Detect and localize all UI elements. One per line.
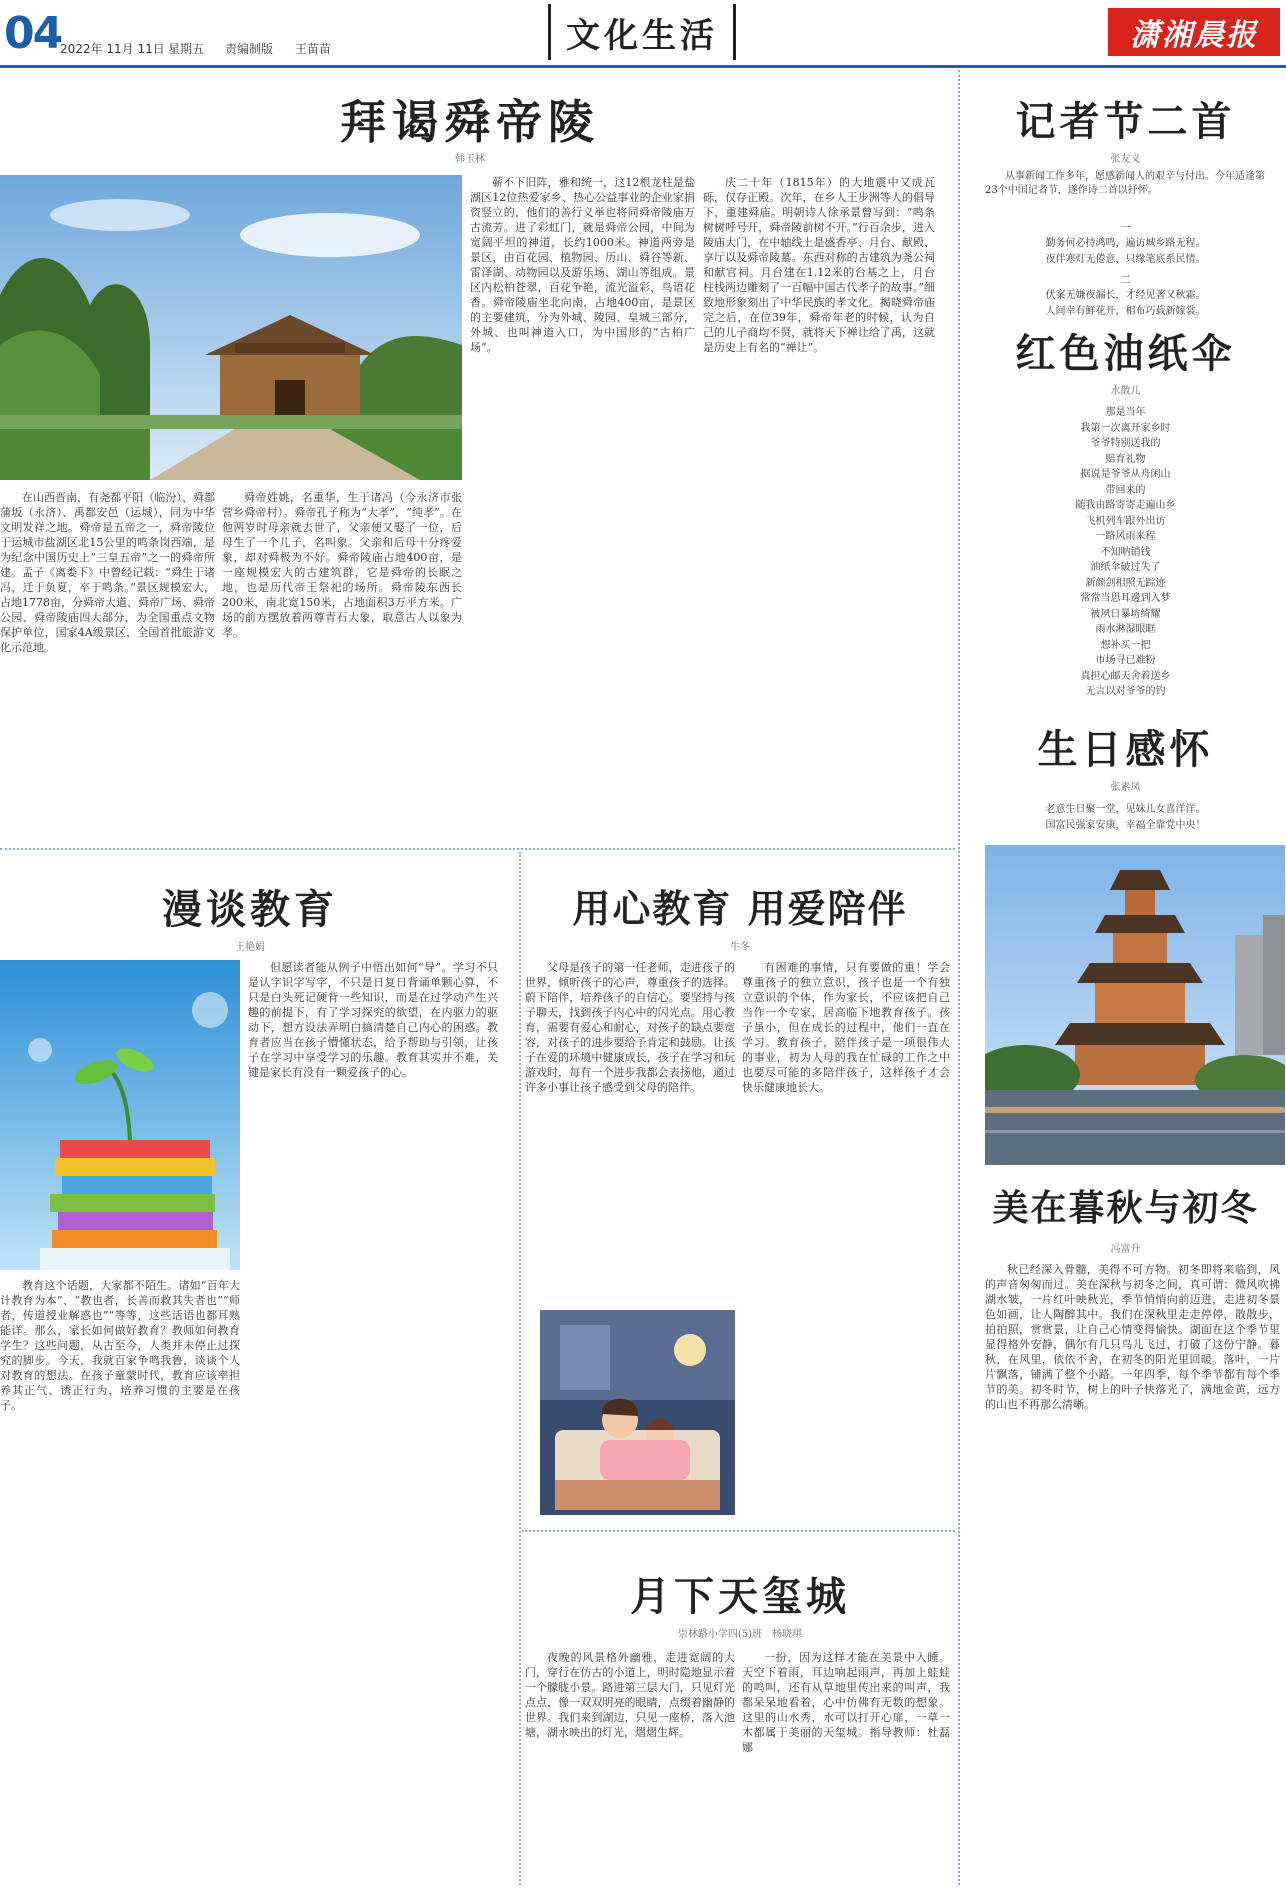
article-author-shun: 韩玉林 <box>455 154 485 165</box>
masthead <box>0 0 1286 68</box>
editor-label: 责编制版 <box>225 42 274 56</box>
pagoda-tower-photo <box>985 845 1285 1165</box>
shun-temple-photo <box>0 175 462 480</box>
journalist-poem2: 伏案无嫌夜漏长，才经见著又秋霜。 人间幸有鲜花开，相布巧载新嫁裳。 <box>1045 290 1206 317</box>
article-body-shun-col2: 舜帝姓姚，名重华，生于诸冯（今永济市张营乡舜帝村）。舜帝孔子称为“大孝”，“纯孝”。在他两岁时母亲就去世了，父亲便又娶了一位，后母生了一个儿子，名叫象。父亲和后母十分疼爱象，却对舜极为不好。舜帝陵庙占地400亩，是一座规模宏大的古建筑群，它是舜帝的长眠之地，也是历代帝王祭祀的场所。舜帝陵东西长200米，南北宽150米，占地面积3万平方米。广场的前方摆放着两尊青石大象，取意古人以象为孝。 <box>222 491 462 639</box>
article-body-education-col1: 教育这个话题，大家都不陌生。诸如“百年大计教育为本”、“教也者，长善而救其失者也”“师者，传道授业解惑也”“等等，这些话语也都耳熟能详。那么，家长如何做好教育？教师如何教育学生？这些问题，从古至今，人类并未停止过探究的脚步。今天，我就百家争鸣我鲁，谈谈个人对教育的想法。在孩子童蒙时代，教育应该率担养其正气、诱正行为，培养习惯的主要是在孩子。 <box>0 1279 240 1412</box>
article-title-umbrella: 红色油纸伞 <box>1015 331 1236 377</box>
article-author-care: 牛冬 <box>730 942 750 953</box>
issue-weekday: 星期五 <box>168 42 205 56</box>
column-divider-right <box>958 70 960 1885</box>
journalist-poem1: 勤务何必持鸿鸣，遍访城乡路无程。 夜伴寒灯无倦意，只缘笔底系民情。 <box>1045 238 1206 265</box>
journalist-poem2-label: 二 <box>1120 273 1131 286</box>
mother-child-illustration <box>540 1310 735 1515</box>
newspaper-logo: 潇湘晨报 <box>1108 8 1280 56</box>
article-body-care-col2: 有困难的事情，只有要做的重！学会尊重孩子的独立意识，孩子也是一个有独立意识的个体，作为家长，不应该把自己当作一个专家，居高临下地教育孩子。孩子虽小，但在成长的过程中，他们一直在学习。教育孩子，陪伴孩子是一项很伟大的事业，初为人母的我在忙碌的工作之中也要尽可能的多陪伴孩子，这样孩子才会快乐健康地长大。 <box>742 961 950 1094</box>
umbrella-poem: 那是当年 我第一次离开家乡时 爷爷特别送我的 赔育礼物 据说是爷爷从舟闲山 带回来的 随我由路寄寄走遍山乡 飞机列车跟外出访 一路风雨来程 不知呐销钱 油纸伞破过失了 新颜剑相照无踪迹 常常当思耳邊到入梦 被夙日暴坊绮耀 雨水淋湿眼眶 想补买一把 市场寻已难粉 真担心邮天舍着送乡 无言以对爷爷的钓 <box>1075 407 1176 697</box>
issue-date: 2022年 11月 11日 <box>60 42 165 56</box>
article-title-birthday: 生日感怀 <box>1037 727 1214 773</box>
books-tree-illustration <box>0 960 240 1270</box>
article-title-moon: 月下天玺城 <box>630 1574 850 1620</box>
article-body-shun-col1: 在山西晋南，有尧都平阳（临汾）、舜都蒲坂（永济）、禹都安邑（运城），同为中华文明发祥之地。舜帝是五帝之一，舜帝陵位于运城市盐湖区北15公里的鸣条岗西端，是为纪念中国历史上“三皇五帝”之一的舜帝所建。孟子《离娄下》中曾经记载：“舜生于诸冯，迁于负夏，卒于鸣条。”景区规模宏大，占地1778亩，分舜帝大道、舜帝广场、舜帝公园、舜帝陵庙四大部分，为全国重点文物保护单位，国家4A级景区，全国首批旅游文化示范地。 <box>0 491 215 654</box>
article-body-moon-col1: 夜晚的风景格外幽雅，走进宽阔的大门，穿行在仿古的小道上，明时隐地显示着一个朦胧小景。路进第三层大门，只见灯光点点，像一双双明亮的眼睛，点缀着幽静的世界。我们来到湖边，只见一座桥，落入池塘，湖水映出的灯光，熠熠生辉。 <box>525 1651 735 1739</box>
article-body-education-col2: 但愿读者能从例子中悟出如何“导”。学习不只是认字识字写字，不只是日复日背诵单颗心算，不只是白头死记硬背一些知识，而是在过学动产生兴趣的前提下，有了学习探究的欲望，在内驱力的驱动下，想方设法弄明白搞清楚自己内心的困惑。教育者应当在孩子懵懂状态，给予帮助与引领，让孩子在学习中享受学习的乐趣。教育其实并不难，关键是家长有没有一颗爱孩子的心。 <box>248 961 498 1079</box>
article-title-care: 用心教育 用爱陪伴 <box>572 887 908 931</box>
article-author-autumn: 冯富升 <box>1110 1244 1141 1255</box>
article-body-care-col1: 父母是孩子的第一任老师，走进孩子的世界，倾听孩子的心声，尊重孩子的选择。蔚下陪伴，培养孩子的自信心。要坚持与孩子聊天，找到孩子内心中的闪光点。用心教育，需要有爱心和耐心，对孩子的缺点要宽容，对孩子的进步要给予肯定和鼓励。让孩子在爱的环境中健康成长，孩子在学习和玩游戏时，每有一个进步我都会表扬他，通过许多小事让孩子感受到父母的陪伴。 <box>525 961 735 1094</box>
page-number: 04 <box>4 8 62 59</box>
article-author-umbrella: 水散儿 <box>1110 386 1141 397</box>
article-author-moon: 崇林路小学四(5)班 杨晓琪 <box>677 1629 803 1640</box>
article-body-shun-col3: 蕲不下旧阵，雅和统一，这12根龙柱是盐湖区12位热爱家乡、热心公益事业的企业家捐资竖立的，他们的善行义举也将同舜帝陵庙万古流芳。进了彩虹门，就是舜帝公园，中间为宽阔平坦的神道，长约1000米。神道两旁是景区，由百花园、植物园、历山、舜谷等新、雷泽湖、动物园以及游乐场、湖山等组成。景区内松柏苍翠，百花争艳，流光溢彩，鸟语花香。舜帝陵庙坐北向南，占地400亩，是景区的主要建筑，分为外城、陵园、皇城三部分，外城、也叫神道入口，为中国形的“古柏广场”。 <box>470 176 695 354</box>
article-title-journalist: 记者节二首 <box>1015 99 1236 145</box>
birthday-poem: 老意生日聚一堂，见妹儿女喜洋洋。 国富民强家安康，幸福全靠党中央！ <box>1045 804 1206 831</box>
journalist-poem1-label: 一 <box>1120 221 1131 234</box>
column-divider-middle <box>519 852 521 1885</box>
article-divider-moon <box>522 1530 955 1532</box>
article-author-birthday: 张素凤 <box>1110 782 1141 793</box>
article-author-education: 王艳娟 <box>235 942 265 953</box>
article-title-shun: 拜谒舜帝陵 <box>340 95 600 149</box>
journalist-preface: 从事新闻工作多年，愿感新闻人的艰辛与付出。今年适逢第23个中国记者节，遂作诗二首以抒怀。 <box>985 171 1265 196</box>
article-title-autumn: 美在暮秋与初冬 <box>992 1188 1259 1229</box>
article-author-journalist: 张友义 <box>1110 154 1141 165</box>
section-title: 文化生活 <box>548 4 736 60</box>
article-body-autumn: 秋已经深入骨髓，美得不可方物。初冬即将来临到，风的声音匆匆而过。美在深秋与初冬之间，真可谓：微风吹拂湖水皱，一片红叶映秋光，季节悄悄向前迈进，走进初冬景色如画，让人陶醉其中。我们在深秋里走走停停，散散步，拍拍照，赏赏景，让自己心情变得愉快。湖面在这个季节里显得格外安静，偶尔有几只鸟儿飞过，打破了这份宁静。暮秋，在风里，依依不舍，在初冬的阳光里回暖。落叶，一片片飘落，铺满了整个小路。一年四季，每个季节都有每个季节的美。初冬时节，树上的叶子快落光了，满地金黄，远方的山也不再那么清晰。 <box>985 1263 1280 1411</box>
article-body-shun-col4: 庆二十年（1815年）的大地震中又成瓦砾，仅存正殿。次年，在乡人王步洲等人的倡导下，重建舜庙。明朝诗人徐承景曾写到：“鸣条树树呼号开，舜帝陵前树不开。”行百余步，进入陵庙大门，在中轴线上是盛香亭、月台、献殿、享厅以及舜帝陵墓。东西对称的古建筑为尧公祠和献官祠。月台建在1.12米的台基之上，月台柱栈两边雕刻了一百幅中国古代孝子的故事。”细致地形象刻出了中华民族的孝文化。揭晓舜帝庙完之后，在位39年，舜帝年老的时候，认为自己的儿子商均不贤，就将天下禅让给了禹，这就是历史上有名的“禅让”。 <box>703 176 935 354</box>
article-body-moon-col2: 一扮，因为这样才能在美景中入睡。天空下着雨，耳边响起雨声，再加上蛙蛙的鸣叫，还有从草地里传出来的叫声，我都呆呆地看着，心中仿佛有无数的想象。这里的山水秀，水可以打开心扉，一草一木都属于美丽的天玺城。指导教师：杜磊娜 <box>742 1651 950 1754</box>
article-title-education: 漫谈教育 <box>162 887 338 933</box>
section-divider <box>0 848 955 850</box>
editor-name: 王苗苗 <box>295 42 332 56</box>
